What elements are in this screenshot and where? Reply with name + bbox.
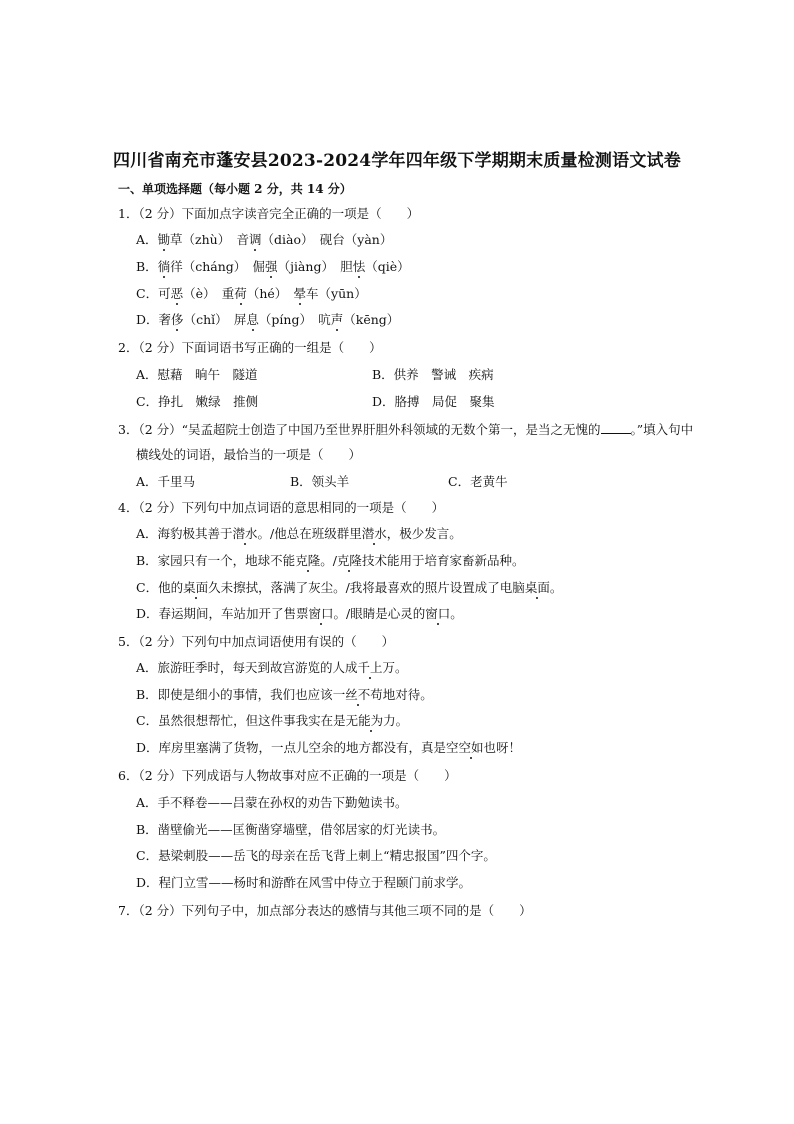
question-3-stem: 3．（2 分）“吴孟超院士创造了中国乃至世界肝胆外科领域的无数个第一，是当之无愧的 。”填入句中 xyxy=(118,422,694,437)
question-4-option-a: A．海豹极其善于潜水。/他总在班级群里潜水，极少发言。 xyxy=(136,526,462,541)
question-3-option-a: A．千里马 xyxy=(136,474,196,489)
question-1-stem: 1．（2 分）下面加点字读音完全正确的一项是（ ） xyxy=(118,206,420,221)
question-2-option-c: C．挣扎 嫩绿 推侧 xyxy=(136,394,259,409)
question-1-option-d: D．奢侈（chǐ） 屏息（píng） 吭声（kēng） xyxy=(136,312,400,327)
question-4-stem: 4．（2 分）下列句中加点词语的意思相同的一项是（ ） xyxy=(118,500,445,515)
question-7-stem: 7．（2 分）下列句子中，加点部分表达的感情与其他三项不同的是（ ） xyxy=(118,903,532,918)
question-1-option-b: B．徜徉（cháng） 倔强（jiàng） 胆怯（qiè） xyxy=(136,259,410,274)
question-5-option-b: B．即使是细小的事情，我们也应该一丝不苟地对待。 xyxy=(136,687,433,702)
page-title: 四川省南充市蓬安县2023-2024学年四年级下学期期末质量检测语文试卷 xyxy=(113,151,681,171)
question-4-option-c: C．他的桌面久未擦拭，落满了灰尘。/我将最喜欢的照片设置成了电脑桌面。 xyxy=(136,580,563,595)
question-3-option-c: C．老黄牛 xyxy=(448,474,508,489)
question-3-option-b: B．领头羊 xyxy=(290,474,350,489)
question-2-option-a: A．慰藉 晌午 隧道 xyxy=(136,367,258,382)
question-5-option-a: A．旅游旺季时，每天到故宫游览的人成千上万。 xyxy=(136,660,408,675)
question-1-option-c: C．可恶（è） 重荷（hé） 晕车（yūn） xyxy=(136,286,367,301)
question-6-stem: 6．（2 分）下列成语与人物故事对应不正确的一项是（ ） xyxy=(118,768,457,783)
question-5-option-c: C．虽然很想帮忙，但这件事我实在是无能为力。 xyxy=(136,713,409,728)
question-1-option-a: A．锄草（zhù） 音调（diào） 砚台（yàn） xyxy=(136,232,393,247)
question-6-option-a: A．手不释卷——吕蒙在孙权的劝告下勤勉读书。 xyxy=(136,795,408,810)
question-5-stem: 5．（2 分）下列句中加点词语使用有误的（ ） xyxy=(118,634,395,649)
question-6-option-b: B．凿壁偷光——匡衡凿穿墙壁，借邻居家的灯光读书。 xyxy=(136,822,446,837)
question-4-option-b: B．家园只有一个，地球不能克隆。/克隆技术能用于培育家畜新品种。 xyxy=(136,553,525,568)
question-6-option-c: C．悬梁刺股——岳飞的母亲在岳飞背上刺上“精忠报国”四个字。 xyxy=(136,848,496,863)
answer-blank xyxy=(601,420,631,434)
question-2-option-d: D．胳搏 局促 聚集 xyxy=(372,394,495,409)
question-2-option-b: B．供养 警诫 疾病 xyxy=(372,367,494,382)
question-2-stem: 2．（2 分）下面词语书写正确的一组是（ ） xyxy=(118,340,382,355)
section-heading: 一、单项选择题（每小题 2 分，共 14 分） xyxy=(118,182,352,196)
question-3-stem-continued: 横线处的词语，最恰当的一项是（ ） xyxy=(136,447,362,462)
question-4-option-d: D．春运期间，车站加开了售票窗口。/眼睛是心灵的窗口。 xyxy=(136,606,463,621)
question-5-option-d: D．库房里塞满了货物，一点儿空余的地方都没有，真是空空如也呀！ xyxy=(136,740,522,755)
question-6-option-d: D．程门立雪——杨时和游酢在风雪中侍立于程颐门前求学。 xyxy=(136,875,472,890)
